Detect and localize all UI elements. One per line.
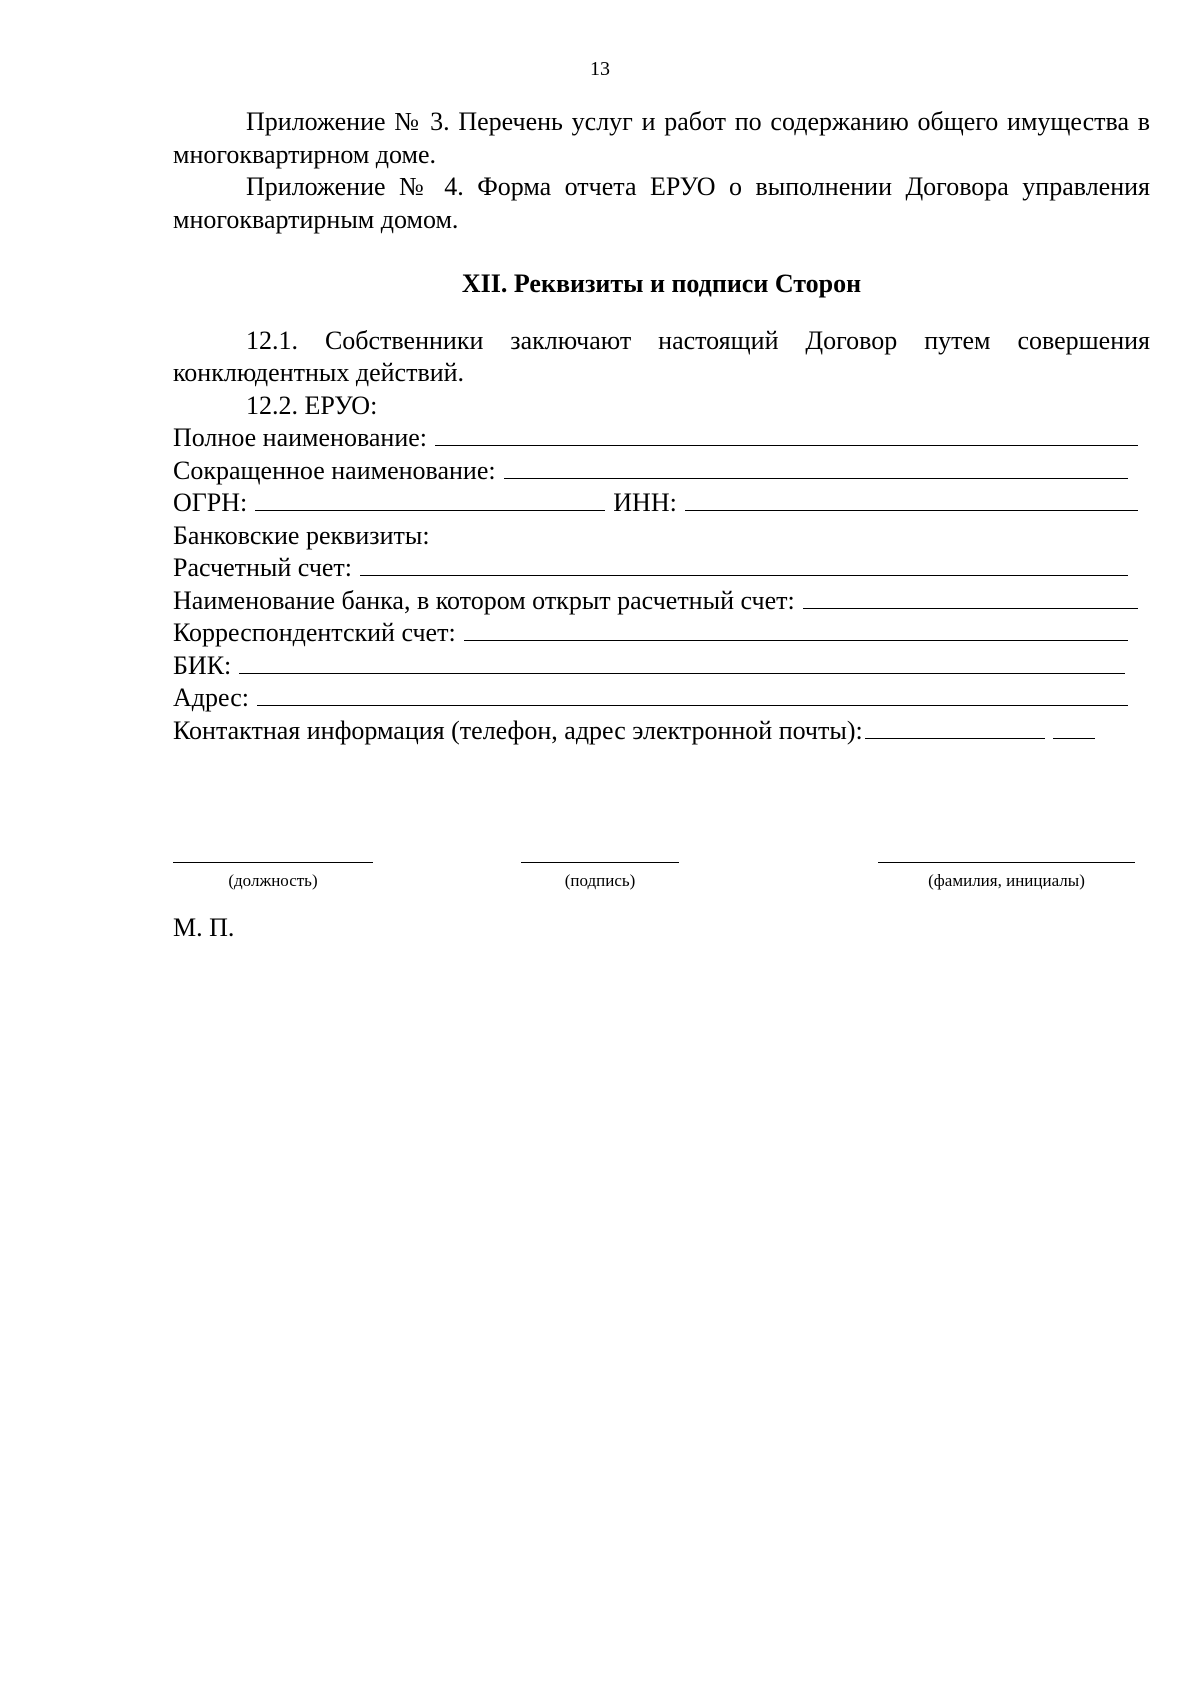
clause-12-1: 12.1. Собственники заключают настоящий Договор путем совершения конклюдентных действий. [173, 325, 1150, 387]
bik-row [173, 650, 1150, 683]
signature-block [173, 862, 1150, 902]
full-name-label: Полное наименование: [173, 423, 428, 452]
bik-label: БИК: [173, 650, 232, 680]
ogrn-label: ОГРН: [173, 488, 248, 517]
address-row [173, 682, 1150, 715]
address-label: Адрес: [173, 683, 249, 712]
full-name-blank [435, 444, 1138, 446]
corr-account-row [173, 617, 1150, 650]
name-line [878, 862, 1135, 890]
contact-label: Контактная информация (телефон, адрес электронной почты): [173, 715, 863, 745]
contact-row [173, 715, 1150, 748]
contact-blank-1 [865, 737, 1045, 739]
clause-12-2 [173, 390, 1150, 423]
bank-details-row [173, 520, 1150, 553]
document-body [173, 106, 1150, 747]
stamp-mark: М. П. [173, 913, 235, 942]
name-caption: (фамилия, инициалы) [928, 871, 1085, 890]
clause-12-2-label: 12.2. ЕРУО: [246, 390, 378, 420]
account-row [173, 552, 1150, 585]
bank-name-label: Наименование банка, в котором открыт расчетный счет: [173, 585, 795, 615]
full-name-row [173, 422, 1150, 455]
bik-blank [239, 672, 1125, 674]
position-line [173, 862, 373, 890]
short-name-label: Сокращенное наименование: [173, 455, 496, 485]
corr-account-blank [464, 639, 1128, 641]
bank-name-blank [803, 607, 1138, 609]
address-blank [257, 704, 1128, 706]
inn-blank [685, 509, 1138, 511]
ogrn-blank [255, 509, 605, 511]
appendix-4: Приложение № 4. Форма отчета ЕРУО о выполнении Договора управления многоквартирным домом. [173, 172, 1150, 234]
corr-account-label: Корреспондентский счет: [173, 618, 456, 647]
signature-caption: (подпись) [564, 871, 636, 890]
bank-details-label: Банковские реквизиты: [173, 520, 430, 550]
account-blank [360, 574, 1128, 576]
appendix-3: Приложение № 3. Перечень услуг и работ по содержанию общего имущества в многоквартирном доме. [173, 107, 1150, 169]
short-name-row [173, 455, 1150, 488]
page-number: 13 [590, 58, 610, 80]
inn-label: ИНН: [613, 488, 677, 517]
account-label: Расчетный счет: [173, 553, 353, 582]
section-title: XII. Реквизиты и подписи Сторон [461, 269, 862, 298]
signature-line [521, 862, 679, 890]
contact-blank-2 [1053, 737, 1095, 739]
ogrn-inn-row [173, 487, 1150, 520]
bank-name-row [173, 585, 1150, 618]
short-name-blank [504, 477, 1128, 479]
position-caption: (должность) [228, 871, 318, 890]
